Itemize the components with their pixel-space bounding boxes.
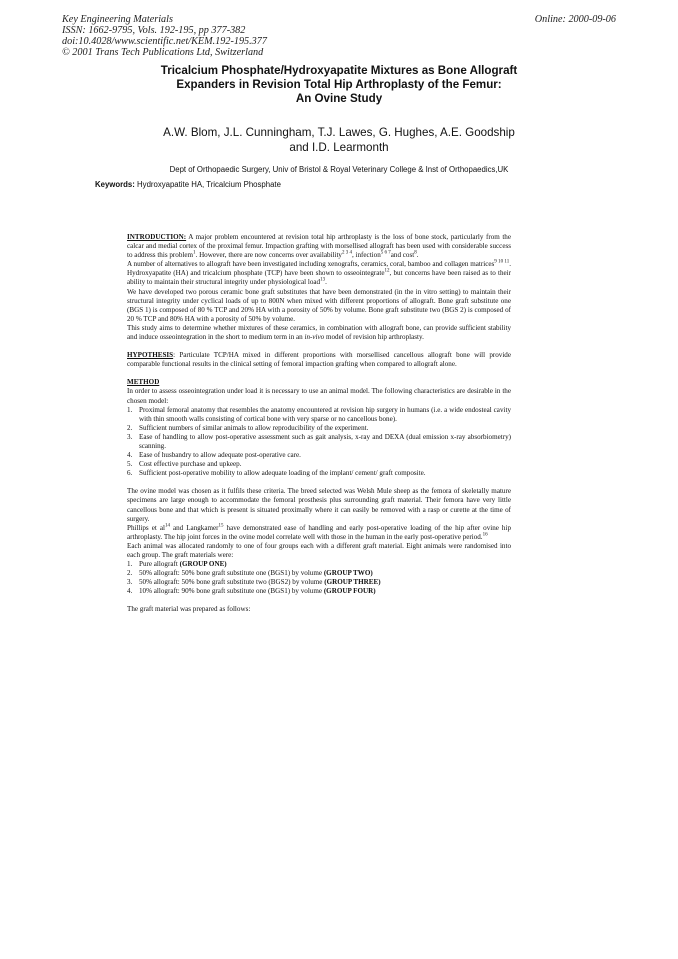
text: Phillips et al <box>127 523 165 532</box>
list-text: 50% allograft: 50% bone graft substitute two (BGS2) by volume <box>139 578 325 587</box>
list-text: Ease of husbandry to allow adequate post-operative care. <box>139 451 301 460</box>
group-label: (GROUP TWO) <box>323 569 373 578</box>
list-item <box>127 578 511 587</box>
text: : Particulate TCP/HA mixed in different proportions with morsellised cancellous allograft bone will provide comparable functional results in the clinical setting of femoral impaction grafting when compared to allograft alone. <box>127 351 511 369</box>
intro-heading: INTRODUCTION: <box>127 233 187 241</box>
phillips-paragraph <box>127 524 511 542</box>
citation: 1 <box>193 250 196 256</box>
paper-title <box>62 64 616 106</box>
list-number: 4. <box>127 587 133 596</box>
intro-paragraph <box>127 324 511 342</box>
citation: 16 <box>482 532 488 538</box>
list-number: 2. <box>127 423 133 432</box>
authors-line: A.W. Blom, J.L. Cunningham, T.J. Lawes, G. Hughes, A.E. Goodship <box>163 126 515 139</box>
allocation-paragraph: Each animal was allocated randomly to one of four groups each with a different graft material. Eight animals were randomised into each group. The graft materials were: <box>127 541 511 559</box>
citation: 9 10 11 <box>494 259 510 265</box>
authors-line: and I.D. Learmonth <box>289 141 389 154</box>
text: model of revision hip arthroplasty. <box>324 333 424 342</box>
list-number: 6. <box>127 469 133 478</box>
text: . However, there are now concerns over availability <box>195 251 342 260</box>
text: A number of alternatives to allograft have been investigated including xenografts, ceramics, coral, bamboo and collagen matrices <box>127 260 495 269</box>
italic-text: in-vivo <box>304 333 325 342</box>
paper-body <box>127 233 511 615</box>
copyright-line: © 2001 Trans Tech Publications Ltd, Switzerland <box>62 47 264 58</box>
list-item <box>127 424 511 433</box>
intro-paragraph <box>127 260 511 287</box>
list-number: 1. <box>127 560 133 569</box>
title-line: Expanders in Revision Total Hip Arthroplasty of the Femur: <box>176 78 502 91</box>
method-intro: In order to assess osseointegration under load it is necessary to use an animal model. The following characteristics are desirable in the chosen model: <box>127 387 511 405</box>
list-number: 3. <box>127 578 133 587</box>
group-label: (GROUP ONE) <box>179 560 227 569</box>
journal-name: Key Engineering Materials <box>62 14 173 25</box>
list-text: Sufficient numbers of similar animals to allow reproducibility of the experiment. <box>139 423 369 432</box>
keywords-value: Hydroxyapatite HA, Tricalcium Phosphate <box>134 180 281 189</box>
text: and Langkamer <box>169 523 219 532</box>
citation: 2 3 4 <box>341 250 352 256</box>
list-text: Pure allograft <box>139 560 180 569</box>
list-number: 1. <box>127 405 133 414</box>
list-text: Ease of handling to allow post-operative assessment such as gait analysis, x-ray and DEXA (dual emission x-ray absorbiometry) scanning. <box>139 432 511 450</box>
keywords-label: Keywords: <box>95 180 135 189</box>
list-item <box>127 433 511 451</box>
citation: 14 <box>164 523 170 529</box>
journal-header <box>62 14 267 58</box>
list-item <box>127 560 511 569</box>
ovine-paragraph: The ovine model was chosen as it fulfils these criteria. The breed selected was Welsh Mule sheep as the femora of skeletally mature specimens are large enough to accommodate the femoral prosthesis plus surrounding graft material. Their femora have very little cancellous bone and that which is present is situated proximally where it can easily be removed with a rasp or curette at the time of surgery. <box>127 487 511 523</box>
citation: 13 <box>320 278 326 284</box>
list-item <box>127 469 511 478</box>
list-text: Sufficient post-operative mobility to allow adequate loading of the implant/ cement/ graft composite. <box>139 469 426 478</box>
list-item <box>127 451 511 460</box>
criteria-list <box>127 406 511 479</box>
preparation-paragraph: The graft material was prepared as follows: <box>127 605 251 614</box>
title-line: Tricalcium Phosphate/Hydroxyapatite Mixtures as Bone Allograft <box>160 64 518 77</box>
list-number: 5. <box>127 460 133 469</box>
list-item <box>127 569 511 578</box>
text: . <box>325 278 327 287</box>
list-number: 2. <box>127 569 133 578</box>
doi-line: doi:10.4028/www.scientific.net/KEM.192-195.377 <box>62 36 267 47</box>
list-item <box>127 406 511 424</box>
list-text: 50% allograft: 50% bone graft substitute one (BGS1) by volume <box>139 569 324 578</box>
text: , infection <box>351 251 381 260</box>
text: A major problem encountered at revision total hip arthroplasty is the loss of bone stock, particularly from the calcar and medial cortex of the proximal femur. Impaction grafting with morsellised allograft has been used with considerable success to address this problem <box>127 233 511 260</box>
list-text: Proximal femoral anatomy that resembles the anatomy encountered at revision hip surgery in humans (i.e. a wide endosteal cavity with thin smooth walls consisting of cortical bone with very sparse or no cancellous bone). <box>139 405 511 423</box>
title-line: An Ovine Study <box>295 92 383 105</box>
citation: 8 <box>414 250 417 256</box>
author-list <box>62 125 616 155</box>
text: and cost <box>390 251 415 260</box>
text: . <box>416 251 419 260</box>
list-item <box>127 587 511 596</box>
citation: 5 6 7 <box>380 250 391 256</box>
groups-list <box>127 560 511 596</box>
hypothesis-heading: HYPOTHESIS <box>127 351 174 360</box>
group-label: (GROUP THREE) <box>324 578 381 587</box>
text: . Hydroxyapatite (HA) and tricalcium phosphate (TCP) have been shown to osseointegrate <box>127 260 511 278</box>
list-item <box>127 460 511 469</box>
intro-paragraph <box>127 233 511 260</box>
citation: 15 <box>218 523 224 529</box>
affiliation: Dept of Orthopaedic Surgery, Univ of Bristol & Royal Veterinary College & Inst of Orthopaedics,UK <box>169 165 509 174</box>
group-label: (GROUP FOUR) <box>323 587 376 596</box>
hypothesis-paragraph <box>127 351 511 369</box>
list-text: Cost effective purchase and upkeep. <box>139 460 242 469</box>
text: , but concerns have been raised as to their ability to maintain their structural integrity under physiological load <box>127 269 511 287</box>
online-date: Online: 2000-09-06 <box>534 14 616 25</box>
list-text: 10% allograft: 90% bone graft substitute one (BGS1) by volume <box>139 587 324 596</box>
list-number: 3. <box>127 432 133 441</box>
keywords <box>95 180 281 189</box>
text: This study aims to determine whether mixtures of these ceramics, in combination with allograft bone, can provide sufficient stability and induce osseointegration in the short to medium term in an <box>127 323 511 342</box>
issn-line: ISSN: 1662-9795, Vols. 192-195, pp 377-382 <box>62 25 246 36</box>
list-number: 4. <box>127 451 133 460</box>
text: have demonstrated ease of handling and early post-operative loading of the hip after ovine hip arthroplasty. The hip joint forces in the ovine model correlate well with those in the human in the early post-operative period. <box>127 523 512 541</box>
citation: 12 <box>384 269 390 275</box>
method-heading: METHOD <box>127 378 160 387</box>
intro-paragraph: We have developed two porous ceramic bone graft substitutes that have been demonstrated (in the in vitro setting) to maintain their structural integrity under cyclical loads of up to 800N when mixed with different proportions of allograft. Bone graft substitute one (BGS 1) is composed of 80 % TCP and 20% HA with a porosity of 50% by volume. Bone graft substitute two (BGS 2) is composed of 20 % TCP and 80% HA with a porosity of 50% by volume. <box>127 287 511 323</box>
